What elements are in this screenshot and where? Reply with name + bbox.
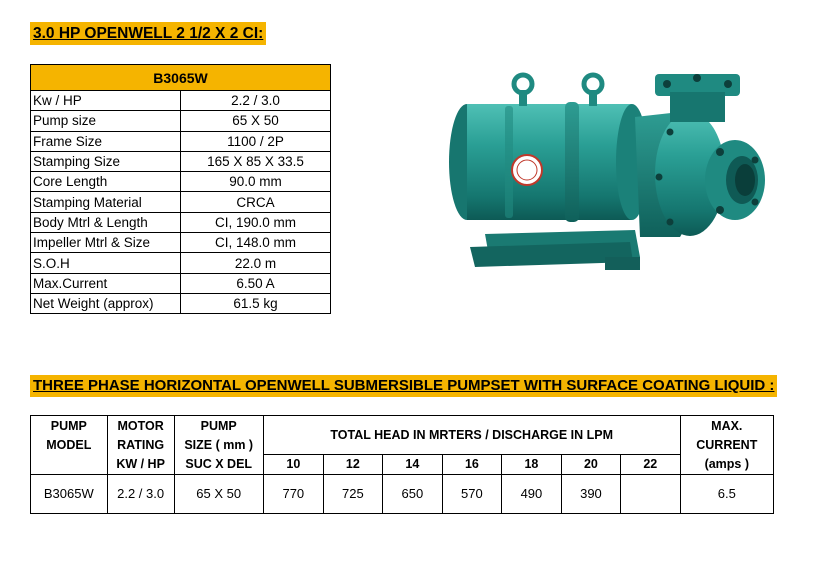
spec-row	[31, 151, 331, 171]
spec-value: 90.0 mm	[181, 172, 331, 192]
page-title: 3.0 HP OPENWELL 2 1/2 X 2 CI:	[30, 22, 266, 45]
spec-table	[30, 64, 331, 314]
discharge-cell: 390	[561, 474, 620, 513]
spec-value: 61.5 kg	[181, 293, 331, 313]
col-max-current-2: CURRENT	[680, 435, 773, 454]
spec-row	[31, 273, 331, 293]
spec-value: 6.50 A	[181, 273, 331, 293]
head-value: 14	[382, 454, 442, 474]
spec-row	[31, 131, 331, 151]
head-value: 16	[442, 454, 501, 474]
spec-label: Frame Size	[31, 131, 181, 151]
performance-table	[30, 415, 774, 514]
spec-value: CI, 148.0 mm	[181, 233, 331, 253]
spec-table-header: B3065W	[31, 65, 331, 91]
table-row	[31, 474, 774, 513]
spec-row	[31, 253, 331, 273]
rating-cell: 2.2 / 3.0	[107, 474, 174, 513]
spec-value: 65 X 50	[181, 111, 331, 131]
spec-row	[31, 212, 331, 232]
head-value: 18	[501, 454, 561, 474]
spec-row	[31, 91, 331, 111]
spec-label: Stamping Material	[31, 192, 181, 212]
spec-label: Body Mtrl & Length	[31, 212, 181, 232]
col-pump-size-3: SUC X DEL	[174, 454, 263, 474]
discharge-cell: 570	[442, 474, 501, 513]
spec-value: CRCA	[181, 192, 331, 212]
col-pump-model-3	[31, 454, 108, 474]
spec-label: Pump size	[31, 111, 181, 131]
spec-label: Net Weight (approx)	[31, 293, 181, 313]
total-head-header: TOTAL HEAD IN MRTERS / DISCHARGE IN LPM	[263, 416, 680, 455]
spec-label: Impeller Mtrl & Size	[31, 233, 181, 253]
col-motor-rating-1: MOTOR	[107, 416, 174, 436]
col-pump-model-2: MODEL	[31, 435, 108, 454]
head-value: 22	[620, 454, 680, 474]
discharge-cell: 725	[323, 474, 382, 513]
openwell-pump-illustration	[445, 62, 775, 292]
discharge-cell: 650	[382, 474, 442, 513]
spec-value: 22.0 m	[181, 253, 331, 273]
col-motor-rating-2: RATING	[107, 435, 174, 454]
spec-row	[31, 111, 331, 131]
spec-value: CI, 190.0 mm	[181, 212, 331, 232]
spec-row	[31, 192, 331, 212]
current-cell: 6.5	[680, 474, 773, 513]
spec-row	[31, 293, 331, 313]
spec-label: Max.Current	[31, 273, 181, 293]
head-value: 12	[323, 454, 382, 474]
col-pump-size-1: PUMP	[174, 416, 263, 436]
spec-row	[31, 233, 331, 253]
spec-label: Kw / HP	[31, 91, 181, 111]
discharge-cell	[620, 474, 680, 513]
head-value: 10	[263, 454, 323, 474]
col-pump-model-1: PUMP	[31, 416, 108, 436]
discharge-cell: 770	[263, 474, 323, 513]
head-value: 20	[561, 454, 620, 474]
col-max-current-3: (amps )	[680, 454, 773, 474]
model-cell: B3065W	[31, 474, 108, 513]
spec-label: S.O.H	[31, 253, 181, 273]
size-cell: 65 X 50	[174, 474, 263, 513]
spec-label: Core Length	[31, 172, 181, 192]
col-pump-size-2: SIZE ( mm )	[174, 435, 263, 454]
col-max-current-1: MAX.	[680, 416, 773, 436]
spec-value: 165 X 85 X 33.5	[181, 151, 331, 171]
spec-row	[31, 172, 331, 192]
section-title: THREE PHASE HORIZONTAL OPENWELL SUBMERSIBLE PUMPSET WITH SURFACE COATING LIQUID :	[30, 375, 777, 397]
spec-value: 2.2 / 3.0	[181, 91, 331, 111]
col-motor-rating-3: KW / HP	[107, 454, 174, 474]
spec-value: 1100 / 2P	[181, 131, 331, 151]
spec-label: Stamping Size	[31, 151, 181, 171]
discharge-cell: 490	[501, 474, 561, 513]
